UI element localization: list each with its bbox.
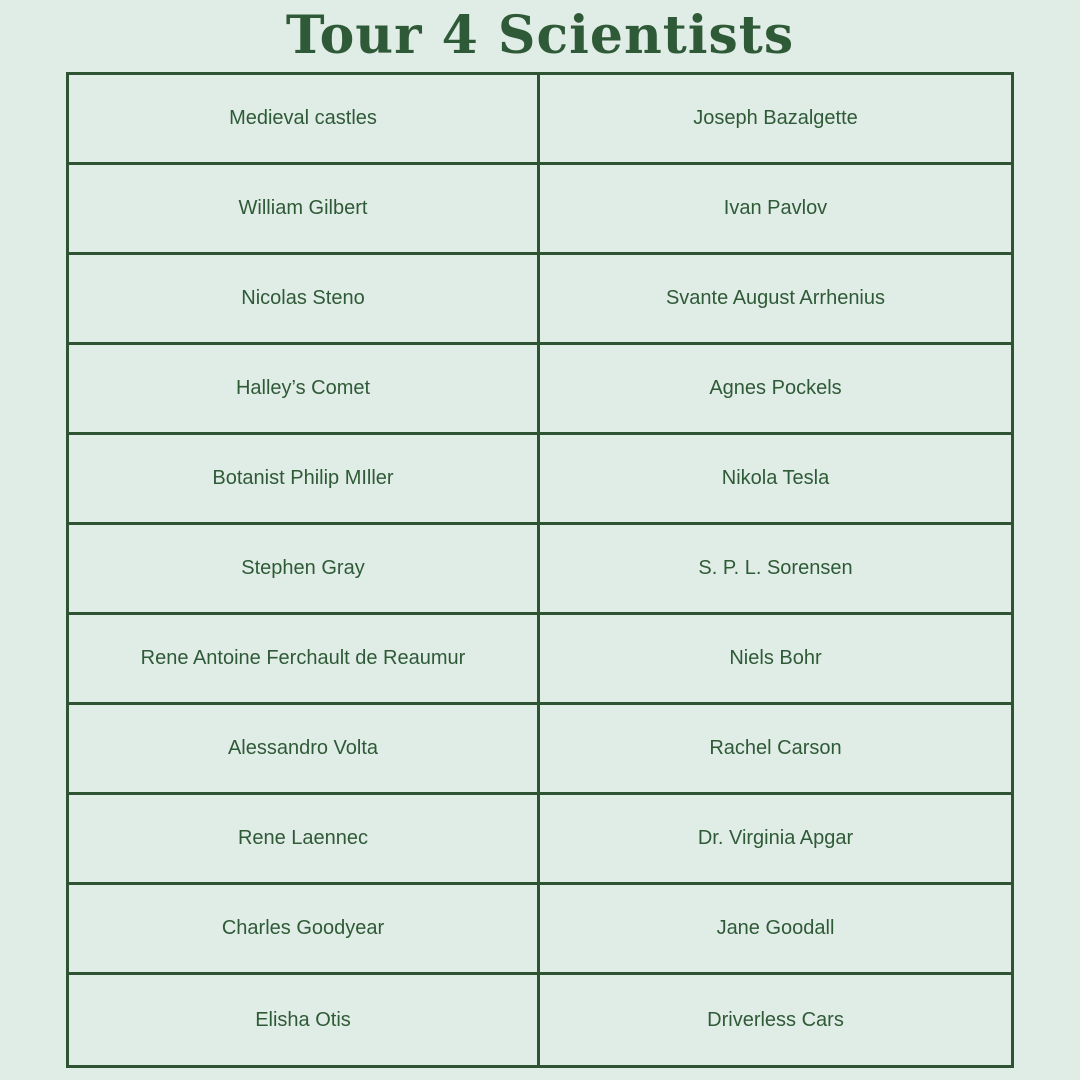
table-cell: Svante August Arrhenius [540,255,1011,345]
table-cell: Rachel Carson [540,705,1011,795]
table-cell: Joseph Bazalgette [540,75,1011,165]
table-cell: S. P. L. Sorensen [540,525,1011,615]
table-cell: Rene Antoine Ferchault de Reaumur [69,615,540,705]
table-cell: Agnes Pockels [540,345,1011,435]
table-cell: Elisha Otis [69,975,540,1065]
table-cell: Ivan Pavlov [540,165,1011,255]
table-cell: William Gilbert [69,165,540,255]
table-cell: Charles Goodyear [69,885,540,975]
table-cell: Rene Laennec [69,795,540,885]
table-cell: Nikola Tesla [540,435,1011,525]
table-cell: Jane Goodall [540,885,1011,975]
table-cell: Alessandro Volta [69,705,540,795]
table-cell: Dr. Virginia Apgar [540,795,1011,885]
table-cell: Nicolas Steno [69,255,540,345]
table-cell: Medieval castles [69,75,540,165]
scientists-table [66,72,1014,1068]
page-title: Tour 4 Scientists [285,5,795,66]
table-cell: Halley’s Comet [69,345,540,435]
table-cell: Driverless Cars [707,1008,844,1031]
table-cell: Niels Bohr [540,615,1011,705]
table-cell: Stephen Gray [69,525,540,615]
table-cell: Botanist Philip MIller [69,435,540,525]
